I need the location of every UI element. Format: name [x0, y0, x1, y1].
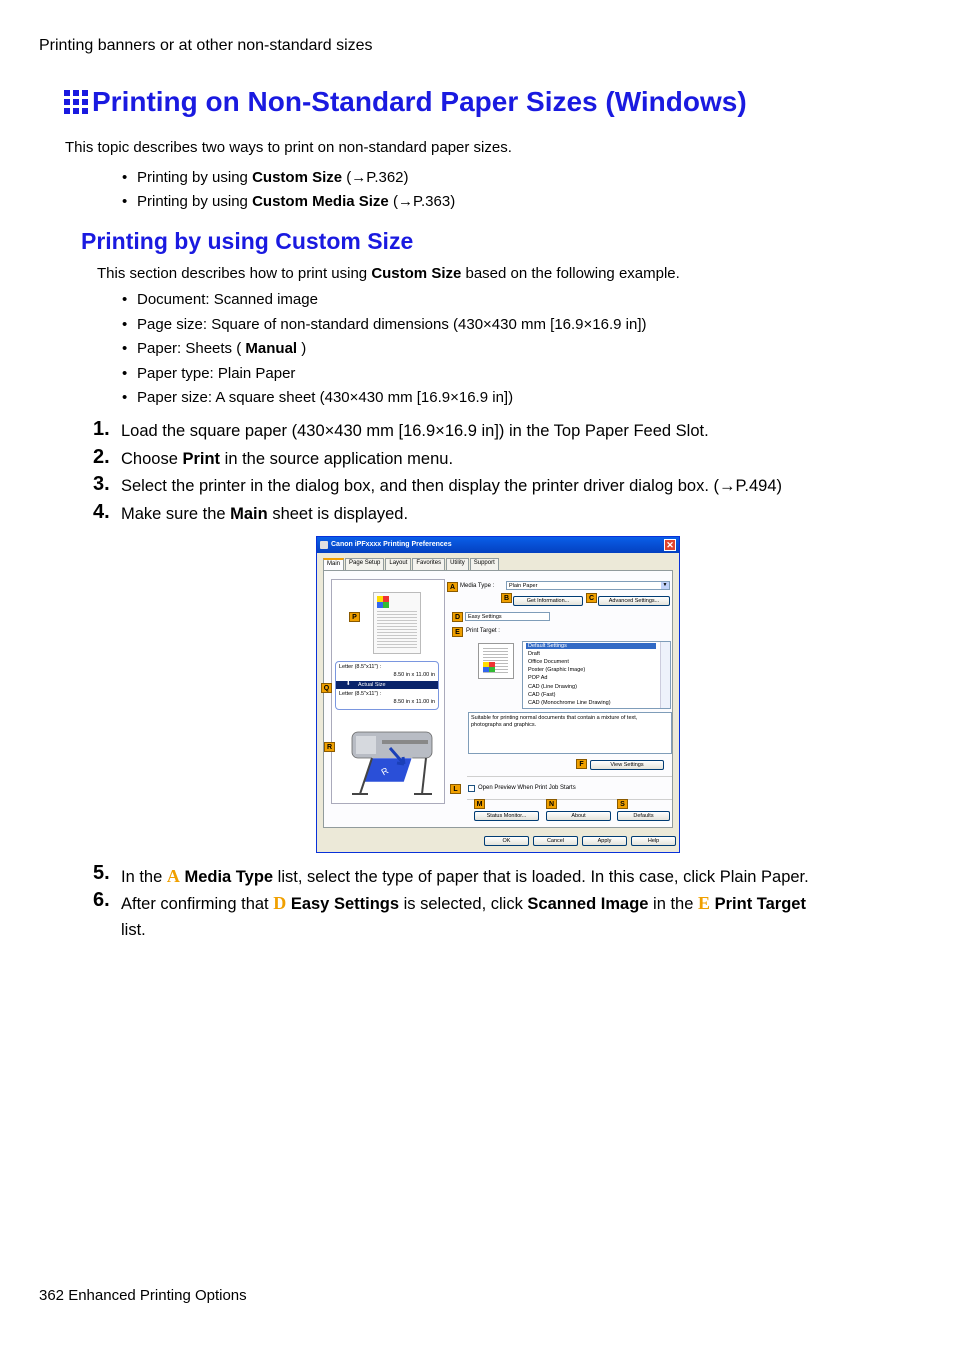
label-a-ref: A — [166, 866, 180, 886]
step-1: 1. Load the square paper (430×430 mm [16.9×16.9 in]) in the Top Paper Feed Slot. — [93, 418, 709, 440]
page-link[interactable]: (→P.363) — [388, 193, 456, 210]
section-title: Printing by using Custom Size — [81, 228, 414, 254]
list-item: • Paper: Sheets ( Manual ) — [137, 340, 306, 357]
tab-page-setup[interactable]: Page Setup — [345, 558, 384, 570]
description-box: Suitable for printing normal documents that contain a mixture of text, photographs and graphics. — [468, 712, 672, 754]
step-2: 2. Choose Print in the source application menu. — [93, 446, 454, 468]
label-d: D — [452, 612, 463, 622]
dialog-titlebar — [317, 537, 679, 553]
section-desc: This section describes how to print using Custom Size based on the following example. — [97, 265, 680, 282]
list-item: • Printing by using Custom Media Size (→P.363) — [137, 193, 455, 210]
list-item[interactable]: CAD (Line Drawing) — [528, 684, 577, 690]
label-e-ref: E — [698, 893, 711, 913]
tab-utility[interactable]: Utility — [446, 558, 469, 570]
step-4: 4. Make sure the Main sheet is displayed. — [93, 501, 409, 523]
scrollbar[interactable] — [660, 642, 670, 708]
list-item[interactable]: Poster (Graphic Image) — [528, 667, 586, 673]
view-settings-button[interactable]: View Settings — [590, 760, 664, 770]
page-preview — [373, 592, 421, 654]
label-l: L — [450, 784, 461, 794]
media-type-select[interactable]: Plain Paper ▼ — [506, 581, 670, 590]
help-button[interactable]: Help — [631, 836, 676, 846]
media-type-label: Media Type : — [460, 583, 495, 589]
tab-layout[interactable]: Layout — [385, 558, 411, 570]
step-3: 3. Select the printer in the dialog box, and then display the printer driver dialog box. (→P.494) — [93, 473, 783, 495]
tab-bar — [323, 558, 500, 570]
step-6-continued: list. — [121, 921, 146, 939]
text-lines-icon — [377, 611, 417, 649]
label-n: N — [546, 799, 557, 809]
list-item: • Paper type: Plain Paper — [137, 365, 295, 382]
print-target-thumbnail — [478, 643, 514, 679]
grid-icon — [64, 90, 88, 114]
intro-text: This topic describes two ways to print on non-standard paper sizes. — [65, 139, 512, 156]
actual-size-row: ⬇ Actual Size — [336, 681, 438, 689]
list-item: • Printing by using Custom Size (→P.362) — [137, 169, 409, 186]
list-item[interactable]: CAD (Monochrome Line Drawing) — [528, 700, 611, 706]
list-item: • Document: Scanned image — [137, 291, 318, 308]
close-button[interactable]: ✕ — [664, 539, 676, 551]
page-footer: 362 Enhanced Printing Options — [39, 1287, 247, 1304]
print-target-label: Print Target : — [466, 628, 500, 634]
advanced-settings-button[interactable]: Advanced Settings... — [598, 596, 670, 606]
ok-button[interactable]: OK — [484, 836, 529, 846]
label-q: Q — [321, 683, 332, 693]
page-title — [64, 86, 747, 118]
step-5: 5. In the A Media Type list, select the type of paper that is loaded. In this case, click Plain Paper. — [93, 862, 809, 886]
size-info-box: Letter (8.5"x11") : 8.50 in x 11.00 in ⬇ Actual Size Letter (8.5"x11") : 8.50 in x 11.00 in — [335, 661, 439, 710]
step-6: 6. After confirming that D Easy Settings is selected, click Scanned Image in the E Print Target — [93, 889, 806, 913]
open-preview-label: Open Preview When Print Job Starts — [478, 785, 576, 791]
page-link[interactable]: (→P.362) — [342, 169, 409, 186]
list-item: • Paper size: A square sheet (430×430 mm [16.9×16.9 in]) — [137, 389, 513, 406]
label-d-ref: D — [273, 893, 287, 913]
get-information-button[interactable]: Get Information... — [513, 596, 583, 606]
easy-settings-tab[interactable]: Easy Settings — [465, 612, 550, 621]
tab-favorites[interactable]: Favorites — [412, 558, 445, 570]
about-button[interactable]: About — [546, 811, 611, 821]
main-panel — [323, 570, 673, 828]
dialog-title: Canon iPFxxxx Printing Preferences — [331, 541, 452, 548]
tab-main[interactable]: Main — [323, 558, 344, 570]
printer-illustration — [342, 718, 438, 798]
printer-preferences-dialog — [316, 536, 680, 853]
label-r: R — [324, 742, 335, 752]
list-item[interactable]: POP Ad — [528, 675, 548, 681]
list-item: • Page size: Square of non-standard dimensions (430×430 mm [16.9×16.9 in]) — [137, 316, 646, 333]
running-header: Printing banners or at other non-standard sizes — [39, 37, 373, 54]
apply-button[interactable]: Apply — [582, 836, 627, 846]
print-target-list[interactable] — [522, 641, 671, 709]
list-item[interactable]: Draft — [528, 651, 540, 657]
label-e: E — [452, 627, 463, 637]
tab-support[interactable]: Support — [470, 558, 499, 570]
label-m: M — [474, 799, 485, 809]
svg-text:R: R — [379, 765, 391, 778]
label-f: F — [576, 759, 587, 769]
page-title-text: Printing on Non-Standard Paper Sizes (Windows) — [92, 86, 747, 117]
label-c: C — [586, 593, 597, 603]
list-item[interactable]: Default Settings — [526, 643, 656, 649]
list-item[interactable]: Office Document — [528, 659, 569, 665]
label-b: B — [501, 593, 512, 603]
label-p: P — [349, 612, 360, 622]
open-preview-checkbox[interactable] — [468, 785, 475, 792]
label-a: A — [447, 582, 458, 592]
label-s: S — [617, 799, 628, 809]
defaults-button[interactable]: Defaults — [617, 811, 670, 821]
chevron-down-icon: ▼ — [662, 582, 668, 588]
logo-icon — [377, 596, 389, 608]
arrow-down-icon: ⬇ — [346, 681, 351, 687]
cancel-button[interactable]: Cancel — [533, 836, 578, 846]
printer-icon — [320, 541, 328, 549]
status-monitor-button[interactable]: Status Monitor... — [474, 811, 539, 821]
list-item[interactable]: CAD (Fast) — [528, 692, 556, 698]
